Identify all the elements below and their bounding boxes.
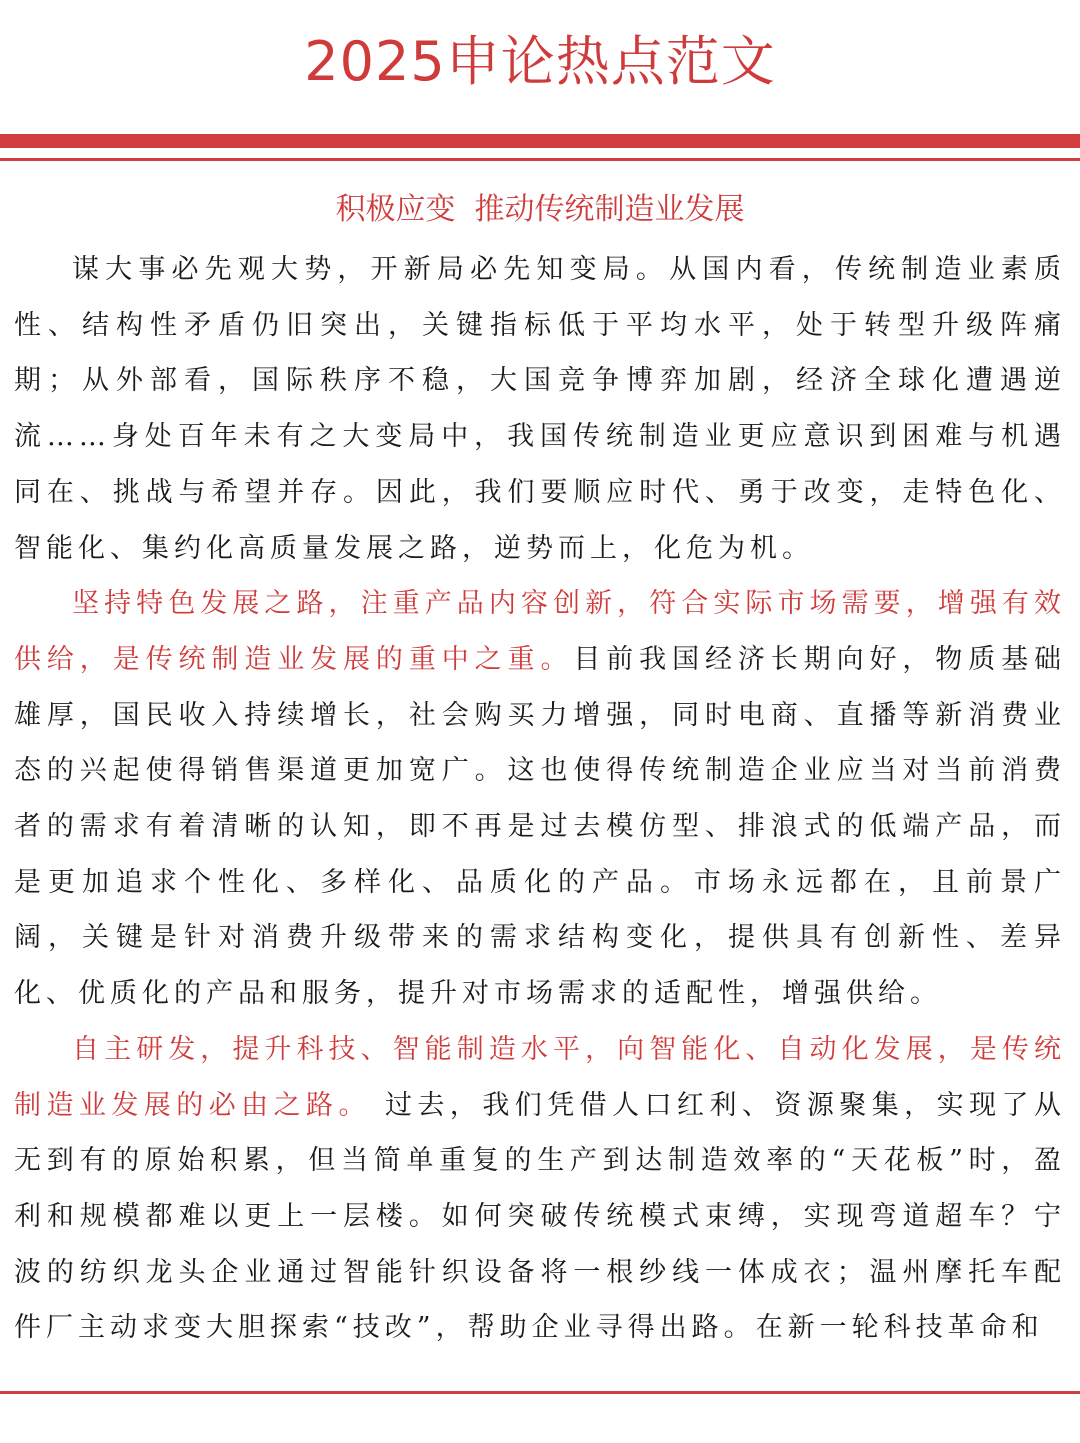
footer-divider xyxy=(0,1391,1080,1394)
header-divider-thin xyxy=(0,158,1080,161)
page-title: 2025申论热点范文 xyxy=(304,30,776,93)
paragraph-3-highlight: 自主研发，提升科技、智能制造水平，向智能化、自动化发展，是传统制造业发展的必由之路。 xyxy=(14,1033,1066,1121)
paragraph-3-text: 过去，我们凭借人口红利、资源聚集，实现了从无到有的原始积累，但当简单重复的生产到达制造效率的“天花板”时，盈利和规模都难以更上一层楼。如何突破传统模式束缚，实现弯道超车？宁波的纺织龙头企业通过智能针织设备将一根纱线一体成衣；温州摩托车配件厂主动求变大胆探索“技改”，帮助企业寻得出路。在新一轮科技革命和 xyxy=(14,1089,1066,1344)
paragraph-3 xyxy=(14,1022,1066,1356)
paragraph-1 xyxy=(14,242,1066,576)
article-body xyxy=(14,242,1066,1356)
paragraph-2 xyxy=(14,576,1066,1022)
paragraph-2-highlight: 坚持特色发展之路，注重产品内容创新，符合实际市场需要，增强有效供给，是传统制造业发展的重中之重。 xyxy=(14,588,1066,675)
page-header xyxy=(0,0,1080,130)
paragraph-2-text: 目前我国经济长期向好，物质基础雄厚，国民收入持续增长，社会购买力增强，同时电商、直播等新消费业态的兴起使得销售渠道更加宽广。这也使得传统制造企业应当对当前消费者的需求有着清晰的认知，即不再是过去模仿型、排浪式的低端产品，而是更加追求个性化、多样化、品质化的产品。市场永远都在，且前景广阔，关键是针对消费升级带来的需求结构变化，提供具有创新性、差异化、优质化的产品和服务，提升对市场需求的适配性，增强供给。 xyxy=(14,643,1067,1010)
header-divider-thick xyxy=(0,134,1080,148)
paragraph-1-text: 谋大事必先观大势，开新局必先知变局。从国内看，传统制造业素质性、结构性矛盾仍旧突出，关键指标低于平均水平，处于转型升级阵痛期；从外部看，国际秩序不稳，大国竞争博弈加剧，经济全球化遭遇逆流……身处百年未有之大变局中，我国传统制造业更应意识到困难与机遇同在、挑战与希望并存。因此，我们要顺应时代、勇于改变，走特色化、智能化、集约化高质量发展之路，逆势而上，化危为机。 xyxy=(14,254,1066,564)
article-title: 积极应变 推动传统制造业发展 xyxy=(335,192,745,227)
